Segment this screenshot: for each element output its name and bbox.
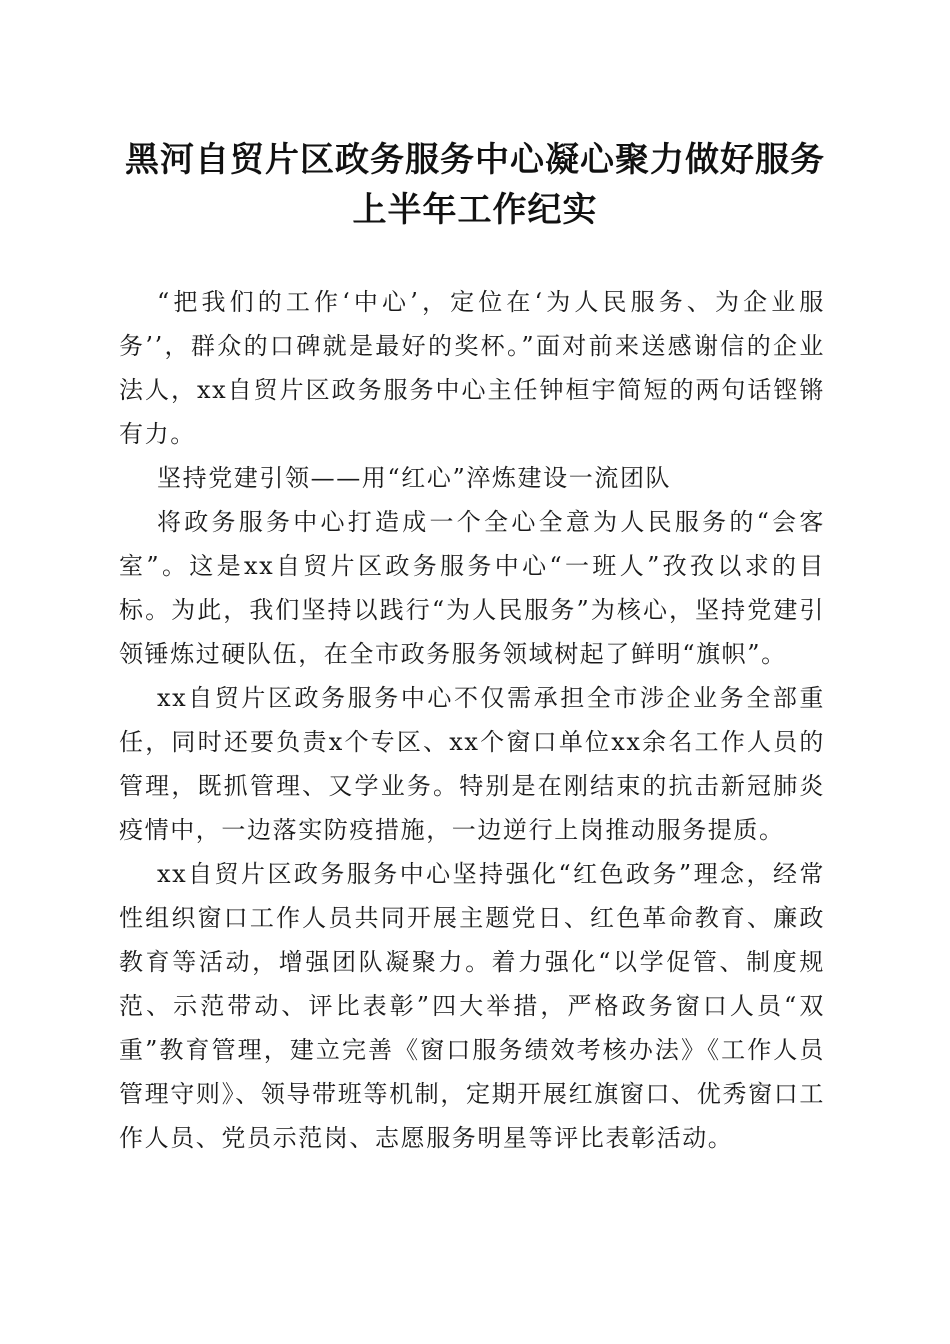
- paragraph-responsibilities: xx自贸片区政务服务中心不仅需承担全市涉企业务全部重任，同时还要负责x个专区、xx个窗口单位xx余名工作人员的管理，既抓管理、又学业务。特别是在刚结束的抗击新冠肺炎疫情中，一边落实防疫措施，一边逆行上岗推动服务提质。: [119, 684, 825, 844]
- section-heading-party-leadership: 坚持党建引领——用“红心”淬炼建设一流团队: [157, 464, 672, 492]
- paragraph-reception-room: 将政务服务中心打造成一个全心全意为人民服务的“会客室”。这是xx自贸片区政务服务中心“一班人”孜孜以求的目标。为此，我们坚持以践行“为人民服务”为核心，坚持党建引领锤炼过硬队伍，在全市政务服务领域树起了鲜明“旗帜”。: [119, 508, 825, 668]
- document-title: [100, 135, 850, 235]
- title-line-1: 黑河自贸片区政务服务中心凝心聚力做好服务: [125, 140, 825, 180]
- paragraph-red-governance: xx自贸片区政务服务中心坚持强化“红色政务”理念，经常性组织窗口工作人员共同开展主题党日、红色革命教育、廉政教育等活动，增强团队凝聚力。着力强化“以学促管、制度规范、示范带动、评比表彰”四大举措，严格政务窗口人员“双重”教育管理，建立完善《窗口服务绩效考核办法》《工作人员管理守则》、领导带班等机制，定期开展红旗窗口、优秀窗口工作人员、党员示范岗、志愿服务明星等评比表彰活动。: [119, 860, 825, 1152]
- paragraph-intro-quote: “把我们的工作‘中心’，定位在‘为人民服务、为企业服务’’，群众的口碑就是最好的奖杯。”面对前来送感谢信的企业法人，xx自贸片区政务服务中心主任钟桓宇简短的两句话铿锵有力。: [119, 288, 825, 448]
- document-body: [119, 280, 825, 1160]
- title-line-2: 上半年工作纪实: [352, 190, 598, 230]
